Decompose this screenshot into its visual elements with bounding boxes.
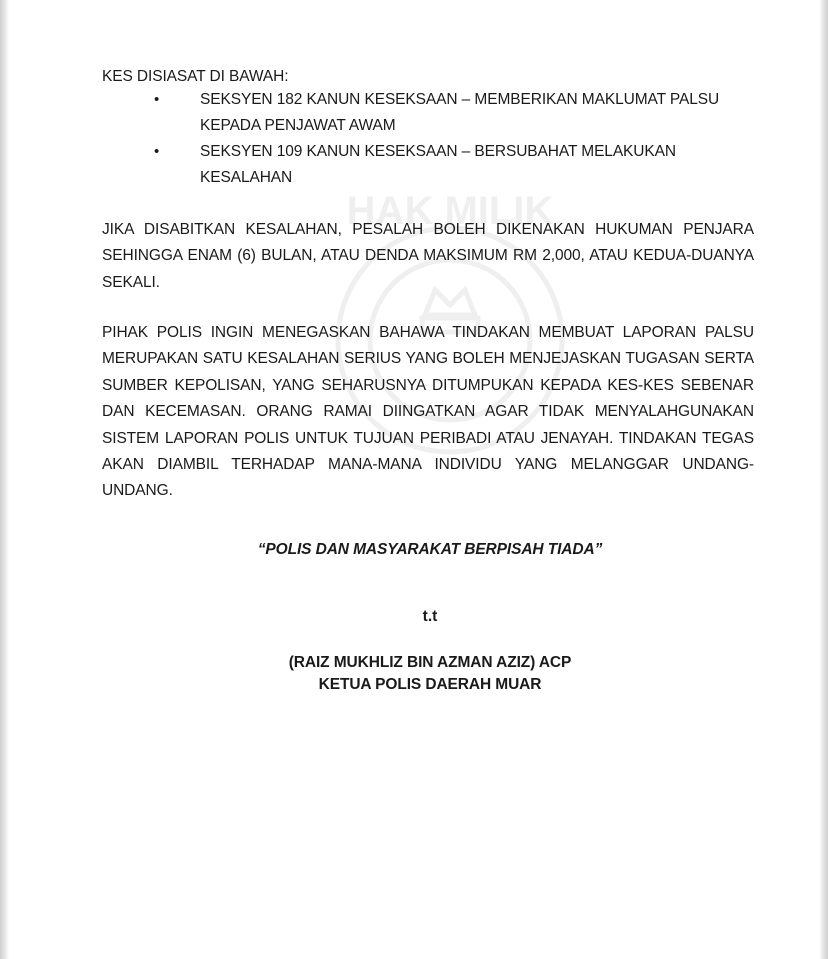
- watermark-text: HAK MILIK: [346, 190, 554, 233]
- charge-line: SEKSYEN 182 KANUN KESEKSAAN – MEMBERIKAN MAKLUMAT PALSU: [200, 91, 720, 108]
- charge-line: KESALAHAN: [200, 169, 293, 186]
- charge-line: SEKSYEN 109 KANUN KESEKSAAN – BERSUBAHAT MELAKUKAN: [200, 143, 676, 160]
- warning-paragraph: PIHAK POLIS INGIN MENEGASKAN BAHAWA TINDAKAN MEMBUAT LAPORAN PALSU MERUPAKAN SATU KESALAHAN SERIUS YANG BOLEH MENJEJASKAN TUGASAN SERTA SUMBER KEPOLISAN, YANG SEHARUSNYA DITUMPUKAN KEPADA KES-KES SEBENAR DAN KECEMASAN. ORANG RAMAI DIINGATKAN AGAR TIDAK MENYALAHGUNAKAN SISTEM LAPORAN POLIS UNTUK TUJUAN PERIBADI ATAU JENAYAH. TINDAKAN TEGAS AKAN DIAMBIL TERHADAP MANA-MANA INDIVIDU YANG MELANGGAR UNDANG-UNDANG.: [102, 324, 754, 500]
- charge-line: KEPADA PENJAWAT AWAM: [200, 117, 396, 134]
- bullet-icon: •: [154, 143, 160, 160]
- signed-mark: t.t: [422, 608, 438, 625]
- charges-list: [102, 87, 742, 191]
- signature-block: [0, 652, 828, 696]
- penalty-paragraph: JIKA DISABITKAN KESALAHAN, PESALAH BOLEH DIKENAKAN HUKUMAN PENJARA SEHINGGA ENAM (6) BULAN, ATAU DENDA MAKSIMUM RM 2,000, ATAU KEDUA-DUANYA SEKALI.: [102, 221, 754, 291]
- list-item: [102, 87, 742, 139]
- signatory-title: KETUA POLIS DAERAH MUAR: [318, 676, 542, 693]
- signatory-name: (RAIZ MUKHLIZ BIN AZMAN AZIZ) ACP: [288, 654, 572, 671]
- list-item: [102, 139, 742, 191]
- bullet-icon: •: [154, 91, 160, 108]
- investigation-intro: KES DISIASAT DI BAWAH:: [102, 68, 289, 85]
- police-motto: “POLIS DAN MASYARAKAT BERPISAH TIADA”: [257, 541, 603, 558]
